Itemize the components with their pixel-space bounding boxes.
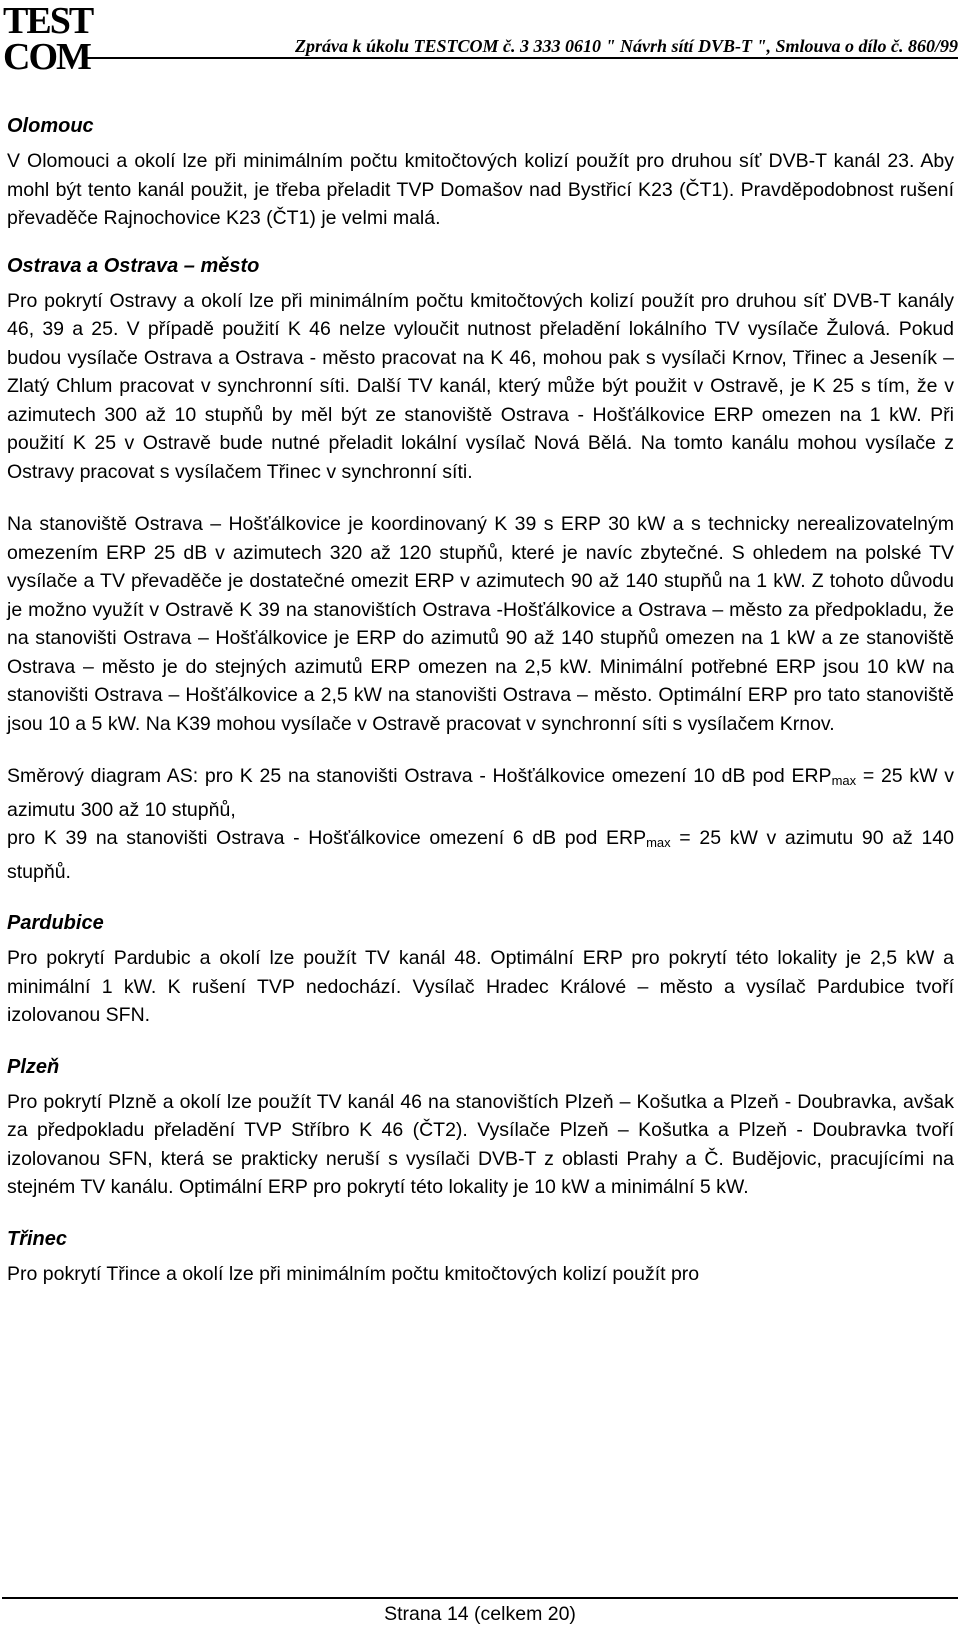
header-rule	[82, 57, 958, 59]
logo-line-1: TEST	[3, 0, 93, 42]
paragraph-trinec: Pro pokrytí Třince a okolí lze při minimálním počtu kmitočtových kolizí použít pro	[7, 1262, 700, 1285]
testcom-logo	[3, 0, 93, 78]
p3-text-a: Směrový diagram AS: pro K 25 na stanovišti Ostrava - Hošťálkovice omezení 10 dB pod ERP	[7, 765, 832, 787]
heading-pardubice: Pardubice	[7, 912, 104, 934]
paragraph-ostrava-2: Na stanoviště Ostrava – Hošťálkovice je koordinovaný K 39 s ERP 30 kW a s technicky nerealizovatelným omezením ERP 25 dB v azimutech 320 až 120 stupňů, které je navíc zbytečné. S ohledem na polské TV vysílače a TV převaděče je dostatečné omezit ERP v azimutech 90 až 140 stupňů na 1 kW. Z tohoto důvodu je možno využít v Ostravě K 39 na stanovištích Ostrava -Hošťálkovice a Ostrava – město za předpokladu, že na stanovišti Ostrava – Hošťálkovice je ERP do azimutů 90 až 140 stupňů omezen na 1 kW a ze stanoviště Ostrava – město je do stejných azimutů ERP omezen na 2,5 kW. Minimální potřebné ERP jsou 10 kW na stanovišti Ostrava – Hošťálkovice a 2,5 kW na stanovišti Ostrava – město. Optimální ERP pro tato stanoviště jsou 10 a 5 kW. Na K39 mohou vysílače v Ostravě pracovat v synchronní síti s vysílačem Krnov.	[7, 513, 954, 735]
paragraph-ostrava-3	[7, 762, 954, 886]
logo-line-2: COM	[3, 36, 90, 78]
heading-plzen: Plzeň	[7, 1055, 60, 1078]
heading-trinec: Třinec	[7, 1227, 68, 1250]
document-body	[7, 113, 954, 1288]
page-number: Strana 14 (celkem 20)	[384, 1603, 576, 1625]
page-header	[0, 0, 960, 80]
p3-sub-max-2: max	[646, 835, 671, 850]
paragraph-ostrava-1: Pro pokrytí Ostravy a okolí lze při minimálním počtu kmitočtových kolizí použít pro druhou síť DVB-T kanály 46, 39 a 25. V případě použití K 46 nelze vyloučit nutnost přeladění lokálního TV vysílače Žulová. Pokud budou vysílače Ostrava a Ostrava - město pracovat na K 46, mohou pak s vysílači Krnov, Třinec a Jeseník – Zlatý Chlum pracovat v synchronní síti. Další TV kanál, který může být použit v Ostravě, je K 25 s tím, že v azimutech 300 až 10 stupňů by měl být ze stanoviště Ostrava - Hošťálkovice ERP omezen na 1 kW. Při použití K 25 v Ostravě bude nutné přeladit lokální vysílač Nová Bělá. Na tomto kanálu mohou vysílače z Ostravy pracovat s vysílačem Třinec v synchronní síti.	[7, 289, 954, 483]
heading-ostrava: Ostrava a Ostrava – město	[7, 254, 260, 277]
p3-text-c: pro K 39 na stanovišti Ostrava - Hošťálkovice omezení 6 dB pod ERP	[7, 827, 647, 849]
paragraph-plzen: Pro pokrytí Plzně a okolí lze použít TV kanál 46 na stanovištích Plzeň – Košutka a Plzeň - Doubravka, avšak za předpokladu přeladění TVP Stříbro K 46 (ČT2). Vysílače Plzeň – Košutka a Plzeň - Doubravka tvoří izolovanou SFN, která se prakticky neruší s vysílači DVB-T z oblasti Prahy a Č. Budějovic, pracujícími na stejném TV kanálu. Optimální ERP pro pokrytí této lokality je 10 kW a minimální 5 kW.	[7, 1090, 954, 1198]
paragraph-olomouc: V Olomouci a okolí lze při minimálním počtu kmitočtových kolizí použít pro druhou síť DVB-T kanál 23. Aby mohl být tento kanál použit, je třeba přeladit TVP Domašov nad Bystřicí K23 (ČT1). Pravděpodobnost rušení převaděče Rajnochovice K23 (ČT1) je velmi malá.	[7, 150, 954, 229]
header-title: Zpráva k úkolu TESTCOM č. 3 333 0610 " Návrh sítí DVB-T ", Smlouva o dílo č. 860/99	[294, 36, 958, 56]
heading-olomouc: Olomouc	[7, 115, 94, 137]
paragraph-pardubice: Pro pokrytí Pardubic a okolí lze použít TV kanál 48. Optimální ERP pro pokrytí této lokality je 2,5 kW a minimální 1 kW. K rušení TVP nedochází. Vysílač Hradec Králové – město a vysílač Pardubice tvoří izolovanou SFN.	[7, 947, 954, 1026]
footer-rule	[2, 1597, 958, 1599]
p3-text-d: = 25 kW v azimutu 90 až 140 stupňů.	[7, 827, 954, 883]
p3-sub-max-1: max	[831, 773, 857, 788]
p3-text-b: = 25 kW v azimutu 300 až 10 stupňů,	[7, 765, 954, 821]
